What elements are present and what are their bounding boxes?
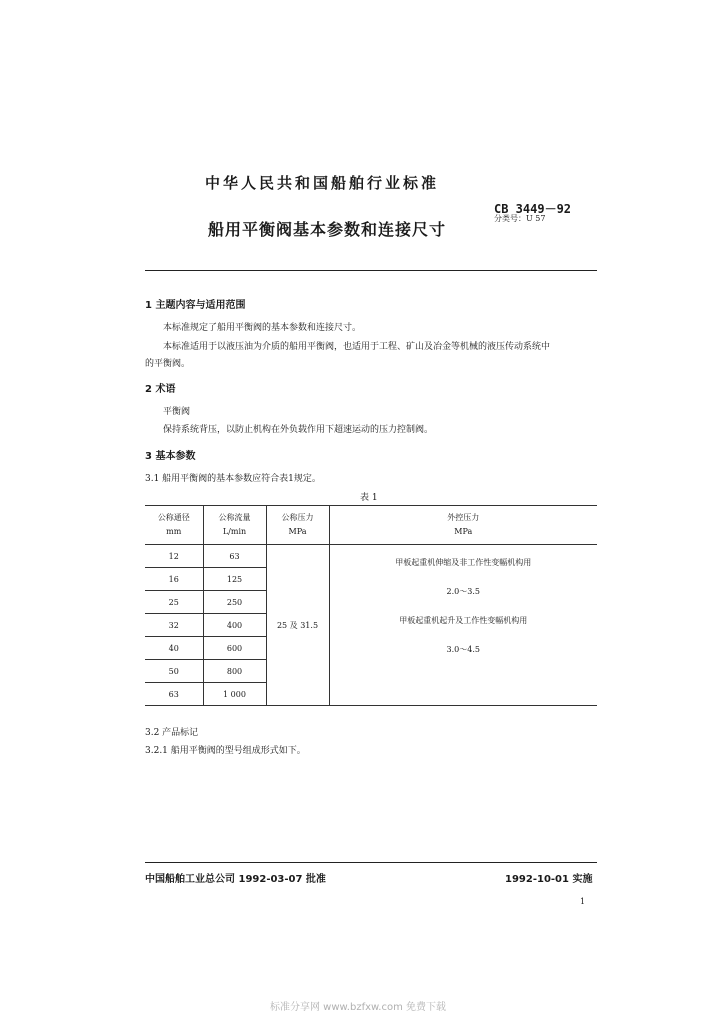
cell-diameter: 32 [145,614,203,637]
cell-flow: 63 [203,545,266,568]
parameter-table [145,505,597,706]
control-note-1: 甲板起重机伸缩及非工作性变幅机构用 [395,558,532,567]
cell-diameter: 25 [145,591,203,614]
header-nominal-pressure: 公称压力 MPa [266,506,329,545]
cell-flow: 800 [203,660,266,683]
section-1-paragraph-1: 本标准规定了船用平衡阀的基本参数和连接尺寸。 [163,323,362,333]
cell-diameter: 16 [145,568,203,591]
cell-flow: 250 [203,591,266,614]
header-control-pressure: 外控压力 MPa [329,506,597,545]
section-1-heading: 1 主题内容与适用范围 [145,300,246,311]
table-caption: 表 1 [360,493,378,503]
table-row [145,545,597,568]
cell-diameter: 50 [145,660,203,683]
standard-number: CB 3449－92 [494,202,572,216]
cell-nominal-pressure: 25 及 31.5 [266,545,329,706]
cell-flow: 125 [203,568,266,591]
cell-control-pressure [329,545,597,706]
approval-date: 中国船舶工业总公司 1992-03-07 批准 [145,874,326,885]
page-number: 1 [580,897,586,906]
implementation-date: 1992-10-01 实施 [505,874,593,885]
header-divider [145,270,597,271]
issuing-authority: 中华人民共和国船舶行业标准 [205,174,440,192]
cell-flow: 600 [203,637,266,660]
section-3-heading: 3 基本参数 [145,451,196,462]
cell-diameter: 63 [145,683,203,706]
term-name: 平衡阀 [163,407,191,417]
cell-diameter: 40 [145,637,203,660]
document-title: 船用平衡阀基本参数和连接尺寸 [208,220,447,239]
watermark: 标准分享网 www.bzfxw.com 免费下载 [270,1002,446,1013]
table-header-row [145,506,597,545]
cell-flow: 400 [203,614,266,637]
section-3-2-1-text: 3.2.1 船用平衡阀的型号组成形式如下。 [145,746,306,756]
section-2-heading: 2 术语 [145,384,176,395]
header-nominal-diameter: 公称通径 mm [145,506,203,545]
control-range-2: 3.0～4.5 [446,645,480,654]
cell-flow: 1 000 [203,683,266,706]
classification-code: 分类号：U 57 [494,214,546,223]
header-nominal-flow: 公称流量 L/min [203,506,266,545]
section-3-2-text: 3.2 产品标记 [145,728,199,738]
footer-divider [145,862,597,863]
section-1-paragraph-2a: 本标准适用于以液压油为介质的船用平衡阀，也适用于工程、矿山及冶金等机械的液压传动系统中 [163,342,551,352]
section-3-1-text: 3.1 船用平衡阀的基本参数应符合表1规定。 [145,474,321,484]
term-definition: 保持系统背压，以防止机构在外负载作用下超速运动的压力控制阀。 [163,425,434,435]
cell-diameter: 12 [145,545,203,568]
control-note-2: 甲板起重机起升及工作性变幅机构用 [399,616,528,625]
section-1-paragraph-2b: 的平衡阀。 [145,359,191,369]
control-range-1: 2.0～3.5 [446,587,480,596]
